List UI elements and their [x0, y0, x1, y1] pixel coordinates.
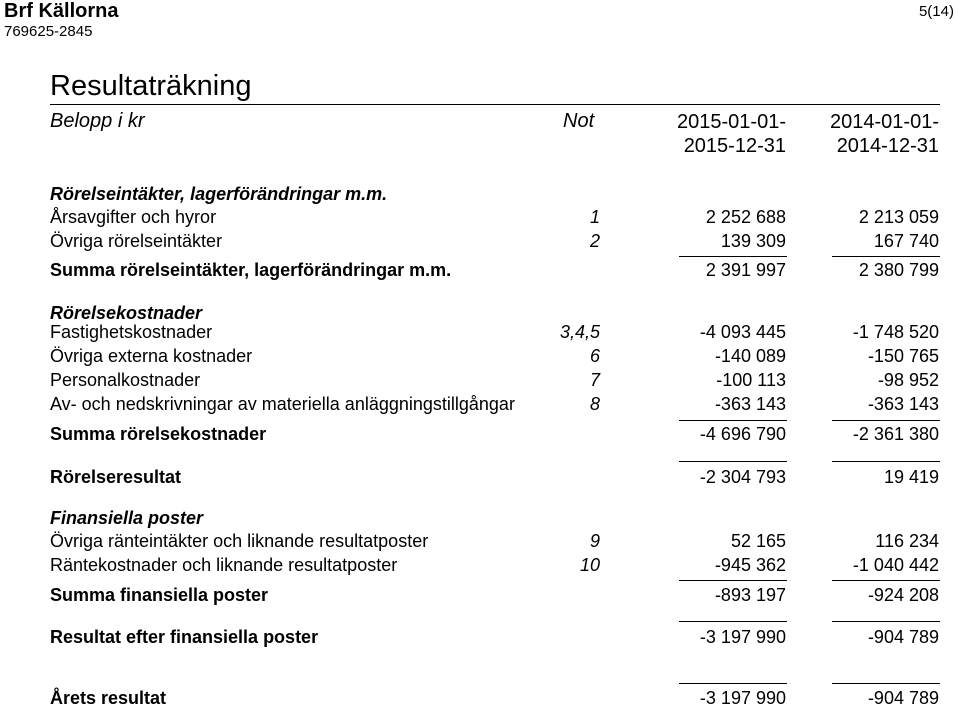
row-note: 2 — [589, 231, 600, 251]
subtotal-rule — [679, 420, 787, 421]
row-value-2014: -2 361 380 — [852, 424, 939, 444]
row-label: Av- och nedskrivningar av materiella anläggningstillgångar — [50, 394, 515, 414]
row-label: Personalkostnader — [50, 370, 201, 390]
row-value-2015: -2 304 793 — [699, 467, 786, 487]
table-row — [0, 322, 960, 346]
row-value-2015: -945 362 — [714, 555, 786, 575]
row-label: Summa finansiella poster — [50, 585, 269, 605]
table-row — [0, 346, 960, 370]
row-note: 9 — [589, 531, 600, 551]
subtotal-rule — [832, 420, 940, 421]
row-label: Rörelsekostnader — [50, 303, 203, 323]
period1-start: 2015-01-01- — [677, 111, 786, 133]
row-value-2015: -363 143 — [714, 394, 786, 414]
org-name: Brf Källorna — [4, 0, 119, 22]
row-label: Finansiella poster — [50, 508, 204, 528]
subtotal-rule — [679, 256, 787, 257]
total-row — [0, 585, 960, 609]
period1-end: 2015-12-31 — [683, 135, 786, 157]
row-label: Årets resultat — [50, 688, 167, 708]
section-heading — [0, 184, 960, 208]
row-value-2014: -150 765 — [867, 346, 939, 366]
column-header-period2 — [830, 110, 939, 158]
page-number: 5(14) — [918, 3, 954, 20]
period2-end: 2014-12-31 — [836, 135, 939, 157]
table-row — [0, 555, 960, 579]
row-label: Summa rörelsekostnader — [50, 424, 267, 444]
row-value-2014: -98 952 — [877, 370, 939, 390]
column-header-label: Belopp i kr — [50, 110, 145, 132]
row-label: Fastighetskostnader — [50, 322, 213, 342]
row-value-2014: 2 213 059 — [858, 207, 939, 227]
row-value-2014: -1 040 442 — [852, 555, 939, 575]
row-value-2015: -893 197 — [714, 585, 786, 605]
row-note: 6 — [589, 346, 600, 366]
page-title: Resultaträkning — [50, 70, 252, 102]
total-row — [0, 424, 960, 448]
row-value-2015: 52 165 — [730, 531, 786, 551]
row-value-2014: 2 380 799 — [858, 260, 939, 280]
period2-start: 2014-01-01- — [830, 111, 939, 133]
subtotal-rule — [832, 621, 940, 622]
subtotal-rule — [679, 461, 787, 462]
section-heading — [0, 508, 960, 532]
row-value-2015: -100 113 — [716, 370, 786, 390]
row-note: 3,4,5 — [559, 322, 600, 342]
row-label: Årsavgifter och hyror — [50, 207, 217, 227]
row-label: Resultat efter finansiella poster — [50, 627, 319, 647]
subtotal-rule — [832, 683, 940, 684]
column-header-period1 — [677, 110, 786, 158]
total-row — [0, 467, 960, 491]
row-value-2015: -3 197 990 — [699, 627, 786, 647]
row-value-2014: 116 234 — [875, 531, 939, 551]
subtotal-rule — [832, 461, 940, 462]
total-row — [0, 260, 960, 284]
row-label: Rörelseresultat — [50, 467, 182, 487]
row-value-2015: -4 696 790 — [699, 424, 786, 444]
row-label: Övriga rörelseintäkter — [50, 231, 223, 251]
row-value-2014: -904 789 — [867, 627, 939, 647]
total-row — [0, 627, 960, 651]
row-value-2015: -4 093 445 — [699, 322, 786, 342]
row-value-2014: 167 740 — [873, 231, 939, 251]
table-row — [0, 207, 960, 231]
row-value-2015: 2 252 688 — [705, 207, 786, 227]
row-value-2014: -924 208 — [867, 585, 939, 605]
row-value-2015: -140 089 — [714, 346, 786, 366]
row-note: 8 — [589, 394, 600, 414]
table-row — [0, 394, 960, 418]
row-label: Övriga ränteintäkter och liknande resultatposter — [50, 531, 429, 551]
subtotal-rule — [679, 683, 787, 684]
total-row — [0, 688, 960, 712]
row-note: 10 — [579, 555, 600, 575]
subtotal-rule — [679, 580, 787, 581]
row-value-2014: -1 748 520 — [852, 322, 939, 342]
row-value-2015: 2 391 997 — [705, 260, 786, 280]
row-value-2014: -904 789 — [867, 688, 939, 708]
row-value-2015: 139 309 — [720, 231, 786, 251]
table-row — [0, 531, 960, 555]
row-note: 7 — [589, 370, 600, 390]
org-number: 769625-2845 — [4, 23, 93, 40]
row-label: Räntekostnader och liknande resultatposter — [50, 555, 398, 575]
subtotal-rule — [832, 256, 940, 257]
subtotal-rule — [679, 621, 787, 622]
row-value-2014: 19 419 — [883, 467, 939, 487]
row-label: Summa rörelseintäkter, lagerförändringar m.m. — [50, 260, 452, 280]
column-header-note: Not — [563, 110, 595, 132]
header-rule — [50, 104, 940, 105]
row-label: Övriga externa kostnader — [50, 346, 253, 366]
row-label: Rörelseintäkter, lagerförändringar m.m. — [50, 184, 388, 204]
row-value-2015: -3 197 990 — [699, 688, 786, 708]
table-row — [0, 370, 960, 394]
table-row — [0, 231, 960, 255]
row-note: 1 — [589, 207, 600, 227]
row-value-2014: -363 143 — [867, 394, 939, 414]
subtotal-rule — [832, 580, 940, 581]
